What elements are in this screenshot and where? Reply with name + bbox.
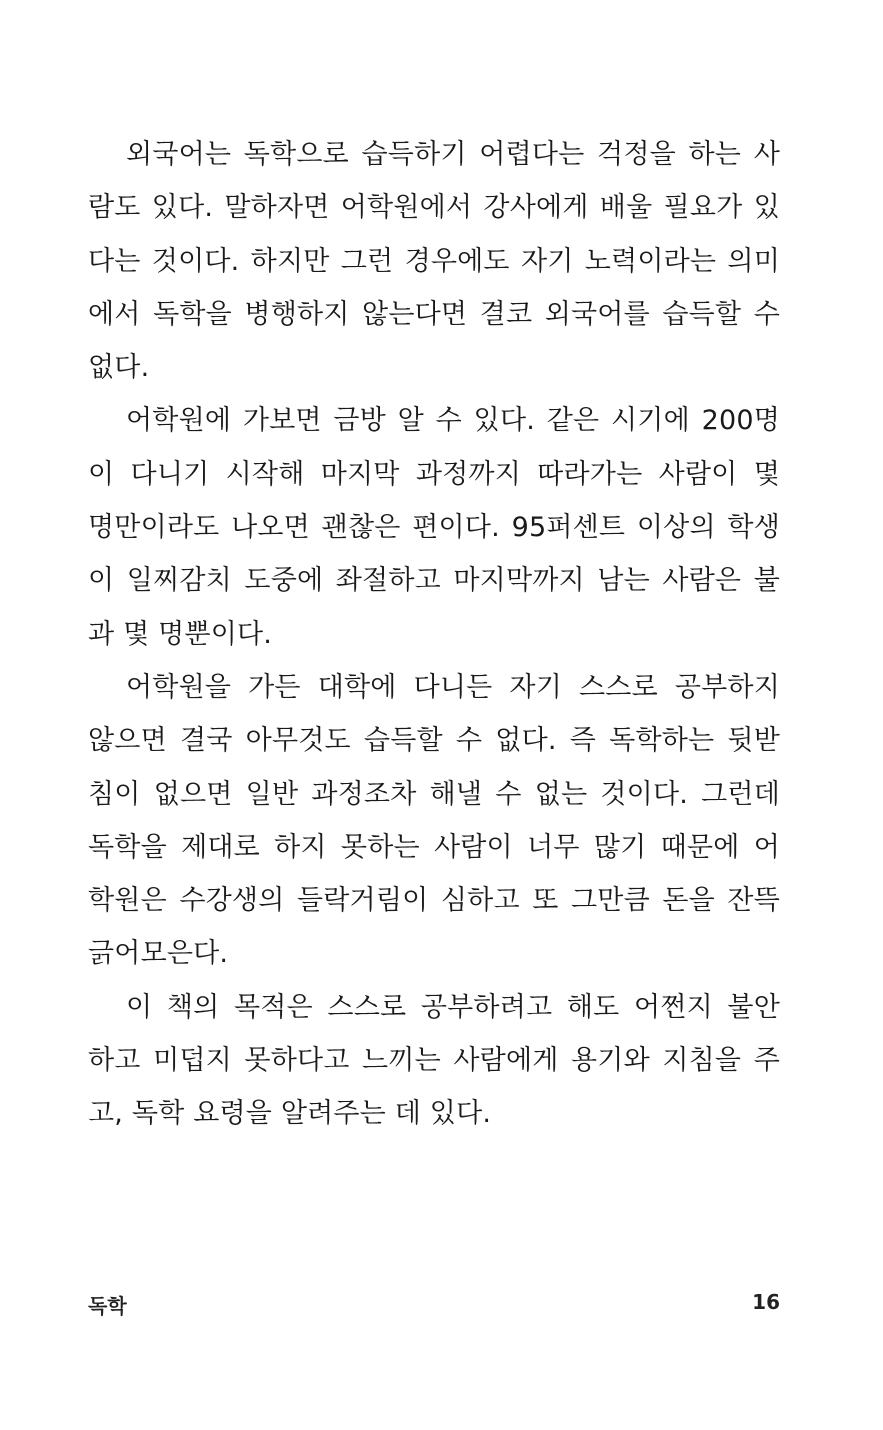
paragraph-3 — [88, 661, 780, 981]
text-line: 외국어는 독학으로 습득하기 어렵다는 걱정을 하는 사 — [126, 139, 780, 170]
text-line: 명만이라도 나오면 괜찮은 편이다. 95퍼센트 이상의 학생 — [88, 512, 780, 544]
text-line: 과 몇 명뿐이다. — [88, 618, 273, 650]
text-line: 다는 것이다. 하지만 그런 경우에도 자기 노력이라는 의미 — [88, 245, 780, 277]
text-line: 없다. — [88, 352, 150, 384]
paragraph-1 — [88, 128, 780, 394]
text-line: 이 다니기 시작해 마지막 과정까지 따라가는 사람이 몇 — [88, 458, 780, 490]
text-line: 고, 독학 요령을 알려주는 데 있다. — [88, 1098, 492, 1130]
text-line: 어학원에 가보면 금방 알 수 있다. 같은 시기에 200명 — [126, 405, 780, 437]
page-footer — [88, 1290, 780, 1319]
text-line: 독학을 제대로 하지 못하는 사람이 너무 많기 때문에 어 — [88, 831, 780, 863]
text-line: 않으면 결국 아무것도 습득할 수 없다. 즉 독학하는 뒷받 — [88, 725, 780, 757]
text-line: 이 책의 목적은 스스로 공부하려고 해도 어쩐지 불안 — [126, 991, 780, 1023]
text-line: 하고 미덥지 못하다고 느끼는 사람에게 용기와 지침을 주 — [88, 1045, 780, 1077]
text-line: 람도 있다. 말하자면 어학원에서 강사에게 배울 필요가 있 — [88, 192, 780, 224]
text-line: 이 일찌감치 도중에 좌절하고 마지막까지 남는 사람은 불 — [88, 565, 780, 597]
text-line: 침이 없으면 일반 과정조차 해낼 수 없는 것이다. 그런데 — [88, 778, 780, 810]
paragraph-4 — [88, 981, 780, 1141]
paragraph-2 — [88, 394, 780, 660]
text-line: 에서 독학을 병행하지 않는다면 결코 외국어를 습득할 수 — [88, 298, 780, 330]
page-body — [88, 128, 780, 1141]
running-title: 독학 — [88, 1294, 127, 1318]
text-line: 학원은 수강생의 들락거림이 심하고 또 그만큼 돈을 잔뜩 — [88, 885, 780, 917]
page-number: 16 — [752, 1290, 780, 1314]
text-line: 긁어모은다. — [88, 938, 229, 970]
text-line: 어학원을 가든 대학에 다니든 자기 스스로 공부하지 — [126, 671, 780, 703]
